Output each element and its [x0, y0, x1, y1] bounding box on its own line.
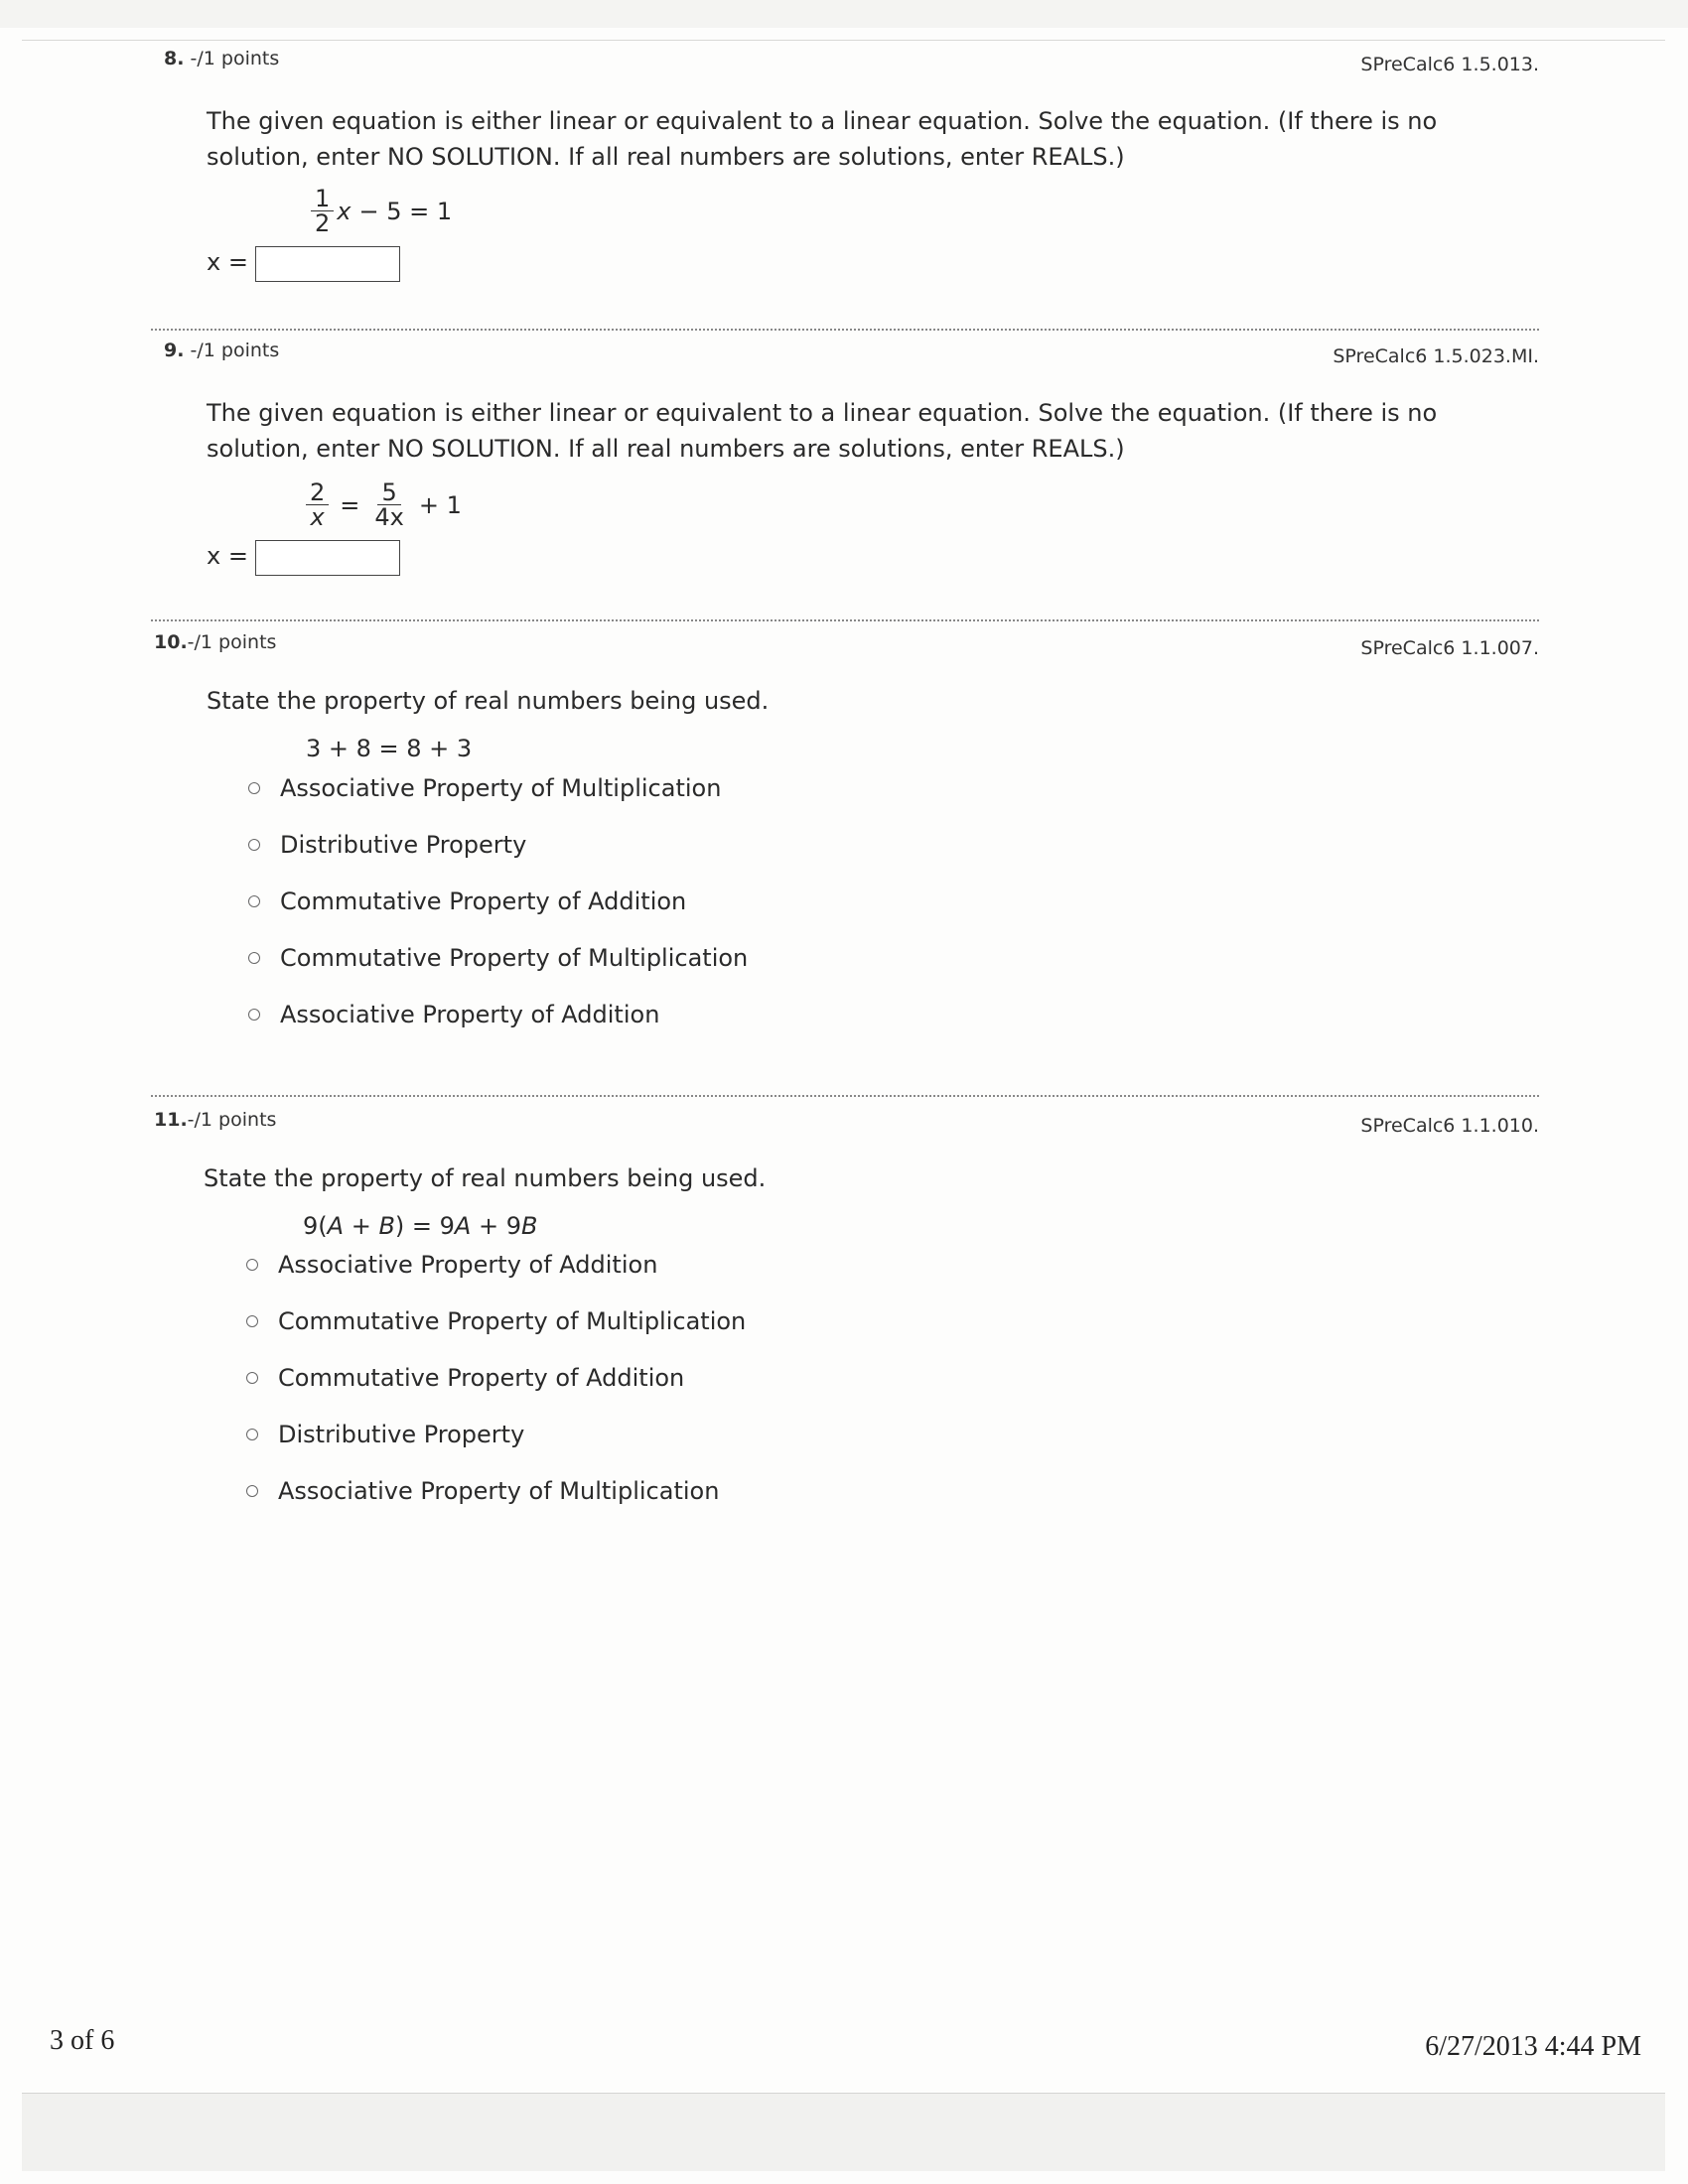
question-points: -/1 points — [187, 631, 277, 653]
question-equation: 3 + 8 = 8 + 3 — [306, 735, 473, 762]
question-number: 8. — [164, 48, 185, 69]
equals-sign: = — [340, 490, 360, 519]
radio-button[interactable] — [246, 1485, 258, 1497]
question-header — [154, 1109, 276, 1131]
question-10 — [149, 631, 1539, 1048]
fraction-numerator: 2 — [306, 480, 329, 505]
option-associative-multiplication[interactable] — [246, 1477, 719, 1505]
equation-part: + 9 — [471, 1212, 521, 1240]
question-divider — [151, 329, 1539, 331]
radio-button[interactable] — [248, 839, 260, 851]
radio-button[interactable] — [246, 1259, 258, 1271]
option-label: Associative Property of Addition — [280, 1001, 660, 1028]
question-text: State the property of real numbers being used. — [204, 1164, 767, 1192]
equation-variable-b: B — [520, 1212, 538, 1240]
option-associative-addition[interactable] — [248, 1001, 659, 1028]
radio-button[interactable] — [246, 1429, 258, 1440]
option-commutative-addition[interactable] — [248, 887, 686, 915]
page-bottom-band — [22, 2093, 1665, 2171]
equation-variable-a: A — [327, 1212, 345, 1240]
question-header — [164, 340, 279, 361]
question-divider — [151, 1095, 1539, 1097]
question-equation — [308, 187, 452, 235]
question-code: SPreCalc6 1.5.013. — [1360, 54, 1539, 75]
option-commutative-multiplication[interactable] — [246, 1307, 746, 1335]
question-header — [164, 48, 279, 69]
answer-label: x = — [207, 248, 248, 276]
question-8 — [149, 48, 1539, 296]
fraction-denominator: 4x — [374, 503, 404, 531]
radio-button[interactable] — [248, 895, 260, 907]
option-commutative-addition[interactable] — [246, 1364, 684, 1392]
radio-button[interactable] — [246, 1315, 258, 1327]
equation-part: 9( — [303, 1212, 328, 1240]
question-code: SPreCalc6 1.1.007. — [1360, 637, 1539, 659]
question-number: 9. — [164, 340, 185, 361]
option-label: Commutative Property of Addition — [280, 887, 687, 915]
option-label: Associative Property of Multiplication — [280, 774, 722, 802]
option-distributive[interactable] — [248, 831, 526, 859]
option-associative-multiplication[interactable] — [248, 774, 721, 802]
radio-button[interactable] — [248, 952, 260, 964]
answer-label: x = — [207, 542, 248, 570]
option-label: Commutative Property of Addition — [278, 1364, 685, 1392]
equation-part: ) = 9 — [394, 1212, 455, 1240]
answer-input[interactable] — [255, 540, 400, 576]
question-points: -/1 points — [187, 1109, 277, 1131]
page-number: 3 of 6 — [50, 2025, 115, 2056]
question-points: -/1 points — [190, 340, 280, 361]
left-fraction — [306, 480, 329, 529]
question-divider — [151, 619, 1539, 621]
option-commutative-multiplication[interactable] — [248, 944, 748, 972]
question-header — [154, 631, 276, 653]
radio-button[interactable] — [248, 1009, 260, 1021]
answer-input[interactable] — [255, 246, 400, 282]
option-associative-addition[interactable] — [246, 1251, 657, 1279]
question-equation — [303, 480, 462, 529]
radio-button[interactable] — [248, 782, 260, 794]
page-top-shade — [0, 0, 1688, 28]
option-label: Distributive Property — [280, 831, 527, 859]
equation-plus: + — [344, 1212, 379, 1240]
right-fraction — [370, 480, 407, 529]
fraction-denominator: x — [310, 503, 325, 531]
question-code: SPreCalc6 1.1.010. — [1360, 1115, 1539, 1137]
fraction-numerator: 1 — [311, 187, 334, 211]
question-text: The given equation is either linear or equivalent to a linear equation. Solve the equation. (If there is no solution, enter NO SOLUTION. If all real numbers are solutions, enter REALS.) — [207, 399, 1438, 463]
print-timestamp: 6/27/2013 4:44 PM — [1425, 2031, 1641, 2062]
page-top-line — [22, 40, 1665, 41]
equation-rest: − 5 = 1 — [358, 197, 453, 225]
radio-button[interactable] — [246, 1372, 258, 1384]
equation-variable: x — [337, 197, 352, 225]
question-11 — [149, 1109, 1539, 1526]
fraction-numerator: 5 — [377, 480, 400, 505]
option-label: Associative Property of Multiplication — [278, 1477, 720, 1505]
question-number: 10. — [154, 631, 188, 653]
option-label: Commutative Property of Multiplication — [280, 944, 749, 972]
question-equation — [303, 1212, 537, 1240]
equation-variable-a: A — [454, 1212, 472, 1240]
equation-rest: + 1 — [418, 490, 462, 519]
fraction — [311, 187, 334, 235]
question-text: The given equation is either linear or equivalent to a linear equation. Solve the equation. (If there is no solution, enter NO SOLUTION. If all real numbers are solutions, enter REALS.) — [207, 107, 1438, 171]
equation-variable-b: B — [378, 1212, 395, 1240]
question-code: SPreCalc6 1.5.023.MI. — [1333, 345, 1539, 367]
question-points: -/1 points — [190, 48, 280, 69]
fraction-denominator: 2 — [315, 209, 331, 237]
option-label: Commutative Property of Multiplication — [278, 1307, 747, 1335]
question-9 — [149, 340, 1539, 588]
question-number: 11. — [154, 1109, 188, 1131]
option-label: Associative Property of Addition — [278, 1251, 658, 1279]
question-text: State the property of real numbers being used. — [207, 687, 770, 715]
option-distributive[interactable] — [246, 1421, 524, 1448]
option-label: Distributive Property — [278, 1421, 525, 1448]
